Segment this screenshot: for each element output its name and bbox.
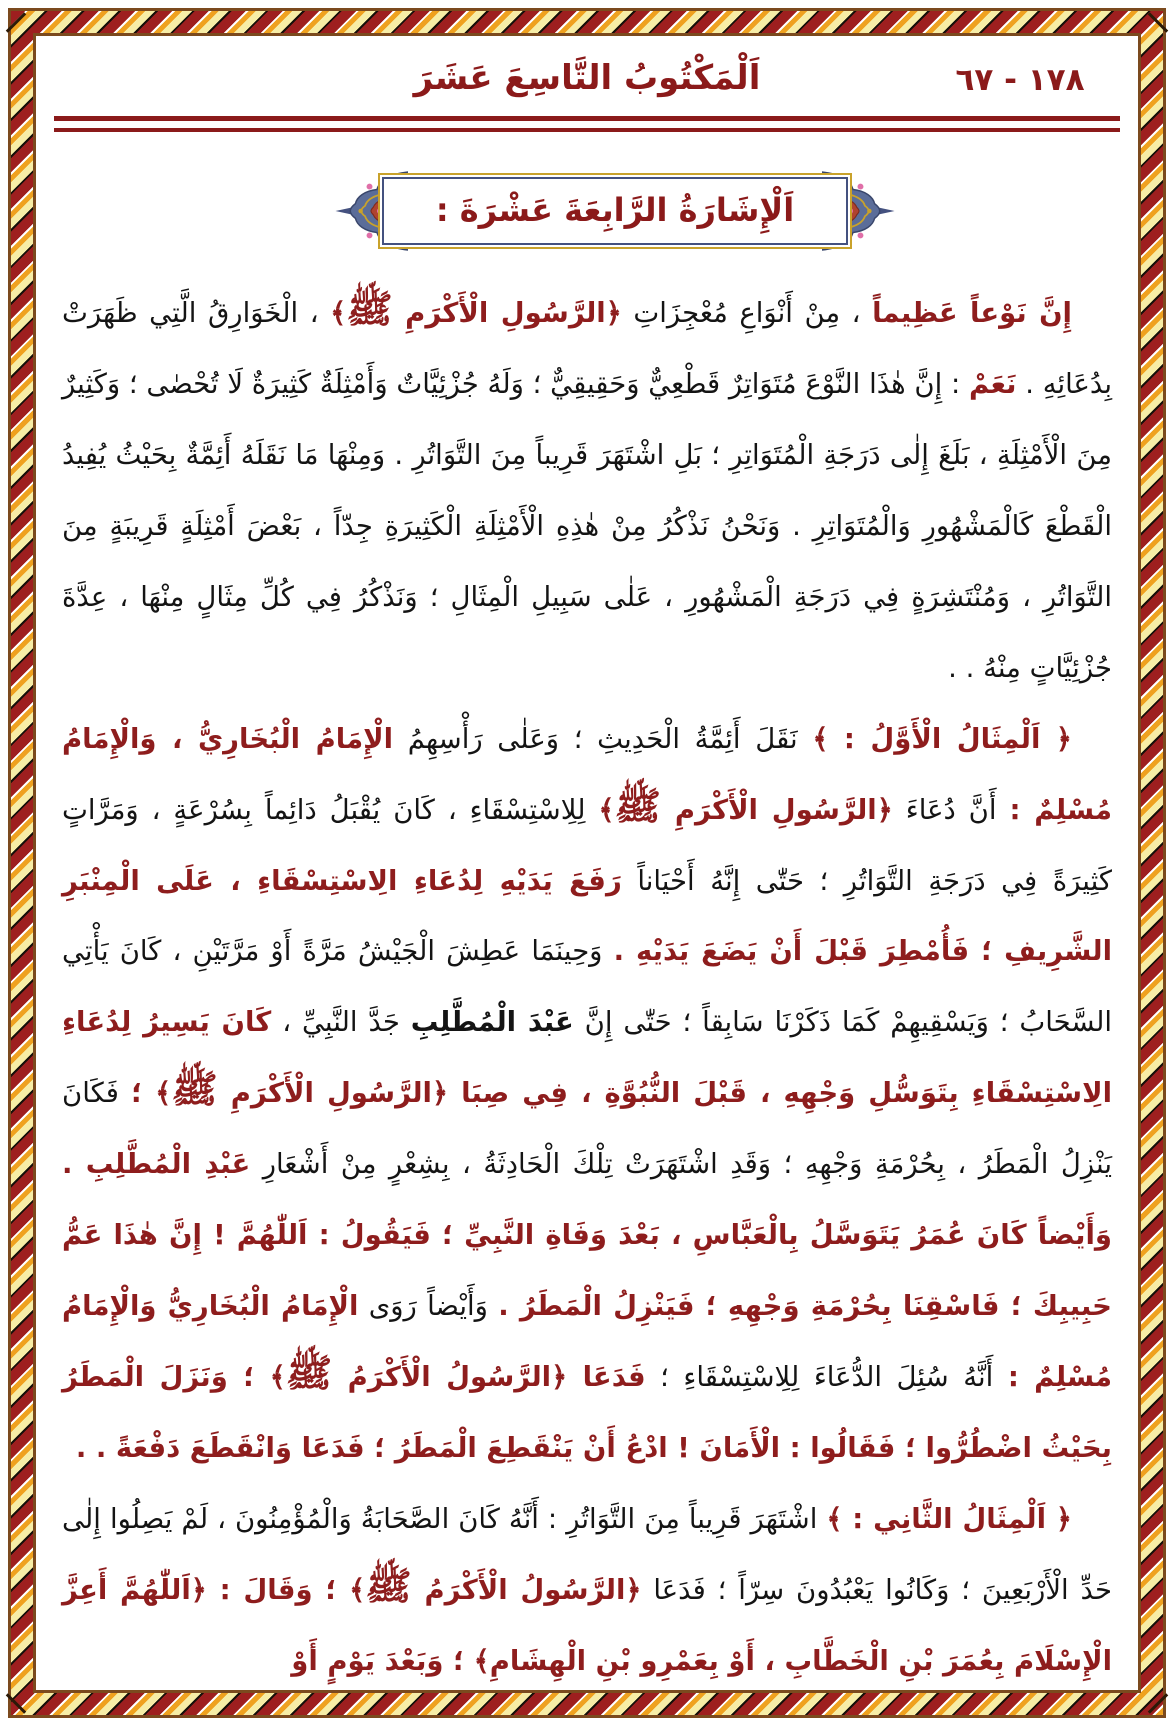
corner-finial-icon xyxy=(1148,12,1169,33)
text-segment: ﴿ اَلْمِثَالُ الثَّانِي : ﴾ xyxy=(826,1502,1072,1535)
text-segment: أَنَّ دُعَاءَ xyxy=(892,793,1010,826)
text-segment: عَبْدَ الْمُطَّلِبِ xyxy=(410,1006,574,1039)
corner-finial-icon xyxy=(6,12,27,33)
page-number: ١٧٨ - ٦٧ xyxy=(955,62,1085,98)
text-segment: الْإِمَامُ الْبُخَارِيُّ وَالْإِمَامُ مُسْلِمٌ : xyxy=(62,1290,1112,1394)
corner-finial-icon xyxy=(6,1693,27,1714)
text-segment: الْإِمَامُ الْبُخَارِيُّ ، وَالْإِمَامُ مُسْلِمٌ : xyxy=(62,722,1112,826)
text-segment: فَدَعَا ﴿الرَّسُولُ الْأَكْرَمُ ﷺ﴾ ؛ وَنَزَلَ الْمَطَرُ بِحَيْثُ اضْطُرُّوا ؛ فَقَالُوا : الْأَمَانَ ! ادْعُ أَنْ يَنْقَطِعَ الْمَطَرُ ؛ فَدَعَا وَانْقَطَعَ دَفْعَةً . . xyxy=(62,1351,1112,1464)
section-badge-wrap xyxy=(82,158,1148,264)
header-divider xyxy=(54,116,1120,132)
text-segment: عَبْدِ الْمُطَّلِبِ . وَأَيْضاً كَانَ عُمَرُ يَتَوَسَّلُ بِالْعَبَّاسِ ، بَعْدَ وَفَاةِ النَّبِيِّ ؛ فَيَقُولُ : اَللّٰهُمَّ ! إِنَّ هٰذَا عَمُّ حَبِيبِكَ ؛ فَاسْقِنَا بِحُرْمَةِ وَجْهِهِ ؛ فَيَنْزِلُ الْمَطَرُ . xyxy=(62,1148,1112,1323)
text-segment: ﴿الرَّسُولِ الْأَكْرَمِ ﷺ﴾ xyxy=(598,783,893,829)
text-segment: ، الْخَوَارِقُ الَّتِي ظَهَرَتْ بِدُعَائِهِ . xyxy=(62,297,1112,400)
text-segment: ﴿ اَلْمِثَالُ الْأَوَّلُ : ﴾ xyxy=(812,722,1073,755)
salawat-honorific-icon: ﷺ xyxy=(285,1351,333,1397)
corner-finial-icon xyxy=(1148,1693,1169,1714)
text-segment: لِلِاسْتِسْقَاءِ ، كَانَ يُقْبَلُ دَائِماً بِسُرْعَةٍ ، وَمَرَّاتٍ كَثِيرَةً فِي دَرَجَةِ التَّوَاتُرِ ؛ حَتّٰى إِنَّهُ أَحْيَاناً xyxy=(62,793,1112,897)
text-segment: ﴿الرَّسُولُ الْأَكْرَمُ ﷺ﴾ xyxy=(349,1563,642,1609)
salawat-honorific-icon: ﷺ xyxy=(346,287,393,332)
salawat-honorific-icon: ﷺ xyxy=(171,1067,218,1113)
text-segment: ﴿الرَّسُولِ الْأَكْرَمِ ﷺ﴾ xyxy=(330,287,622,332)
salawat-honorific-icon: ﷺ xyxy=(365,1563,412,1609)
text-segment: وَأَيْضاً رَوَى xyxy=(358,1290,499,1323)
page-header xyxy=(54,46,1120,98)
text-segment: أَنَّهُ سُئِلَ الدُّعَاءَ لِلِاسْتِسْقَاءِ ؛ xyxy=(645,1361,1008,1394)
text-segment: : إِنَّ هٰذَا النَّوْعَ مُتَوَاتِرٌ قَطْعِيٌّ وَحَقِيقِيٌّ ؛ وَلَهُ جُزْئِيَّاتٌ وَأَمْثِلَةٌ كَثِيرَةٌ لَا تُحْصٰى ؛ وَكَثِيرٌ مِنَ الْأَمْثِلَةِ ، بَلَغَ إِلٰى دَرَجَةِ الْمُتَوَاتِرِ ؛ بَلِ اشْتَهَرَ قَرِيباً مِنَ التَّوَاتُرِ . وَمِنْهَا مَا نَقَلَهُ أَئِمَّةٌ بِحَيْثُ يُفِيدُ الْقَطْعَ كَالْمَشْهُورِ وَالْمُتَوَاتِرِ . وَنَحْنُ نَذْكُرُ مِنْ هٰذِهِ الْأَمْثِلَةِ الْكَثِيرَةِ جِدّاً ، بَعْضَ أَمْثِلَةٍ قَرِيبَةٍ مِنَ التَّوَاتُرِ ، وَمُنْتَشِرَةٍ فِي دَرَجَةِ الْمَشْهُورِ ، عَلٰى سَبِيلِ الْمِثَالِ ؛ وَنَذْكُرُ فِي كُلِّ مِثَالٍ مِنْهَا ، عِدَّةَ جُزْئِيَّاتٍ مِنْهُ . . xyxy=(62,367,1112,684)
paragraph xyxy=(62,704,1112,1484)
text-segment: رَفَعَ يَدَيْهِ لِدُعَاءِ الِاسْتِسْقَاءِ ، عَلَى الْمِنْبَرِ الشَّرِيفِ ؛ فَأُمْطِرَ قَبْلَ أَنْ يَضَعَ يَدَيْهِ . xyxy=(62,864,1112,968)
text-segment: نَعَمْ xyxy=(969,367,1017,400)
text-segment: ؛ وَقَالَ : ﴿اَللّٰهُمَّ أَعِزَّ الْإِسْلَامَ بِعُمَرَ بْنِ الْخَطَّابِ ، أَوْ بِعَمْرِو بْنِ الْهِشَامِ﴾ ؛ وَبَعْدَ يَوْمٍ أَوْ xyxy=(62,1573,1112,1677)
text-segment: اشْتَهَرَ قَرِيباً مِنَ التَّوَاتُرِ : أَنَّهُ كَانَ الصَّحَابَةُ وَالْمُؤْمِنُونَ ، لَمْ يَصِلُوا إِلٰى حَدِّ الْأَرْبَعِينَ ؛ وَكَانُوا يَعْبُدُونَ سِرّاً ؛ فَدَعَا xyxy=(62,1502,1112,1606)
text-segment: كَانَ يَسِيرُ لِدُعَاءِ الِاسْتِسْقَاءِ بِتَوَسُّلِ وَجْهِهِ ، قَبْلَ النُّبُوَّةِ ، فِي صِبَا ﴿الرَّسُولِ الْأَكْرَمِ ﷺ﴾ ؛ xyxy=(62,1006,1112,1113)
page-content xyxy=(33,33,1141,1693)
section-title: اَلْإِشَارَةُ الرَّابِعَةَ عَشْرَةَ : xyxy=(382,177,848,245)
text-segment: وَحِينَمَا عَطِشَ الْجَيْشُ مَرَّةً أَوْ مَرَّتَيْنِ ، كَانَ يَأْتِي السَّحَابُ ؛ وَيَسْقِيهِمْ كَمَا ذَكَرْنَا سَابِقاً ؛ حَتّٰى إِنَّ xyxy=(62,935,1112,1039)
text-segment: فَكَانَ يَنْزِلُ الْمَطَرُ ، بِحُرْمَةِ وَجْهِهِ ؛ وَقَدِ اشْتَهَرَتْ تِلْكَ الْحَادِثَةُ ، بِشِعْرٍ مِنْ أَشْعَارِ xyxy=(62,1077,1112,1181)
text-segment: نَقَلَ أَئِمَّةُ الْحَدِيثِ ؛ وَعَلٰى رَأْسِهِمُ xyxy=(393,722,813,755)
paragraph xyxy=(62,1484,1112,1697)
section-badge xyxy=(334,158,896,264)
text-segment: جَدَّ النَّبِيِّ ، xyxy=(271,1006,411,1039)
salawat-honorific-icon: ﷺ xyxy=(614,783,662,829)
body-text xyxy=(54,270,1120,1697)
paragraph xyxy=(62,278,1112,704)
text-segment: إِنَّ نَوْعاً عَظِيماً xyxy=(872,297,1072,329)
chapter-title: اَلْمَكْتُوبُ التَّاسِعَ عَشَرَ xyxy=(413,58,761,98)
text-segment: ، مِنْ أَنْوَاعِ مُعْجِزَاتِ xyxy=(621,297,873,329)
